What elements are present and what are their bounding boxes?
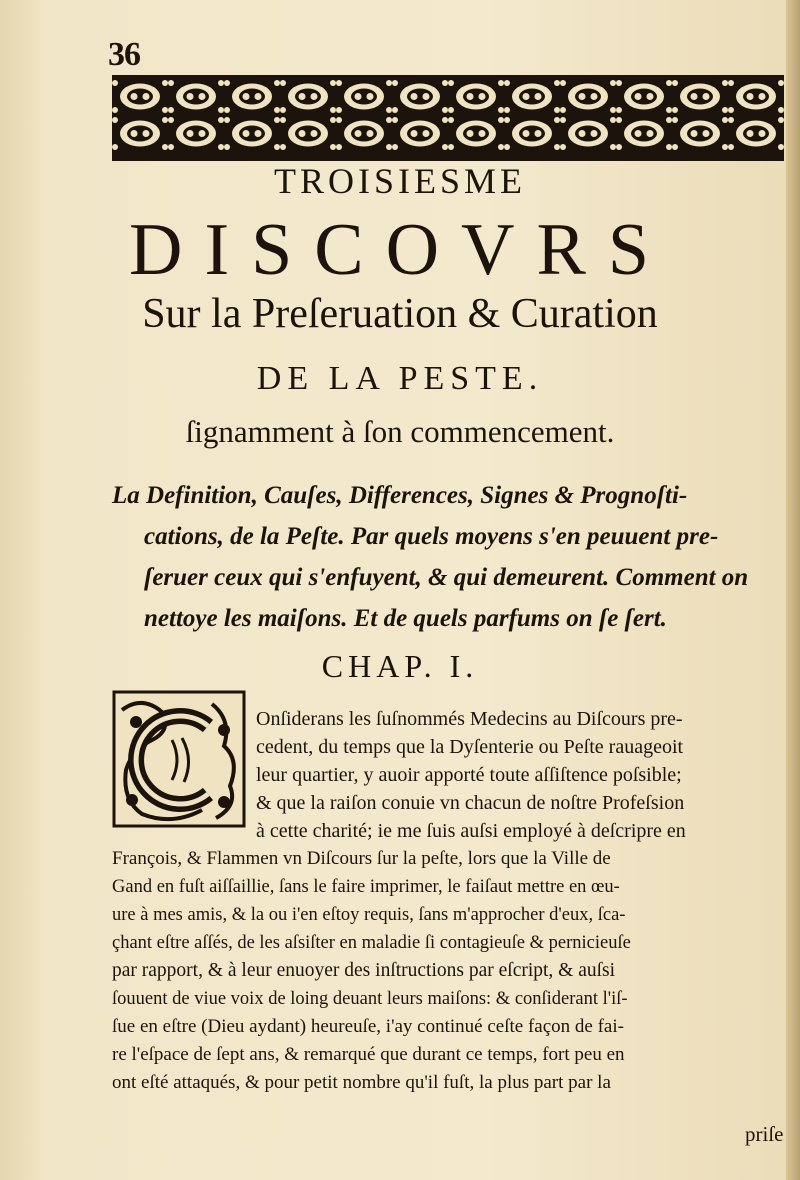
chapter-heading: CHAP. I. [321,648,479,684]
body-line: leur quartier, y auoir apporté toute aſſiſtence poſsible; [256,764,682,786]
body-line: çhant eſtre aſſés, de les aſsiſter en maladie ſi contagieuſe & pernicieuſe [112,933,631,953]
summary-line: La Definition, Cauſes, Differences, Signes & Prognoſti- [112,482,688,509]
heading-commencement: ſignamment à ſon commencement. [185,414,615,449]
catchword: priſe [745,1122,784,1146]
body-line: ure à mes amis, & la ou i'en eſtoy requis, ſans m'approcher d'eux, ſca- [112,905,626,925]
heading-peste: DE LA PESTE. [256,360,544,397]
body-line: François, & Flammen vn Diſcours ſur la peſte, lors que la Ville de [112,848,611,869]
ornamental-headpiece [112,75,784,161]
body-line: & que la raiſon conuie vn chacun de noſtre Profeſsion [256,792,685,814]
decorated-initial-c-icon [112,690,246,828]
chapter-summary [112,475,792,639]
body-line: Gand en fuſt aiſſaillie, ſans le faire imprimer, le faiſaut mettre en œu- [112,877,620,897]
heading-subject: Sur la Preſeruation & Curation [142,291,658,337]
body-line: ont eſté attaqués, & pour petit nombre qu'il fuſt, la plus part par la [112,1072,611,1093]
summary-line: cations, de la Peſte. Par quels moyens s'en peuuent pre- [144,523,719,550]
body-line: cedent, du temps que la Dyſenterie ou Peſte rauageoit [256,736,684,758]
body-line: ſouuent de viue voix de loing deuant leurs maiſons: & conſiderant l'iſ- [112,989,628,1009]
heading-discours: DISCOVRS [129,209,671,291]
heading-troisiesme: TROISIESME [273,161,526,201]
body-line: re l'eſpace de ſept ans, & remarqué que durant ce temps, fort peu en [112,1044,625,1065]
summary-line: ſeruer ceux qui s'enfuyent, & qui demeurent. Comment on [144,564,749,591]
body-line: ſue en eſtre (Dieu aydant) heureuſe, i'ay continué ceſte façon de fai- [112,1016,624,1037]
summary-line: nettoye les maiſons. Et de quels parfums on ſe ſert. [144,605,667,632]
body-line: par rapport, & à leur enuoyer des inſtructions par eſcript, & auſsi [112,960,616,981]
body-line: à cette charité; ie me ſuis auſsi employé à deſcripre en [256,820,686,842]
body-line: Onſiderans les ſuſnommés Medecins au Diſcours pre- [256,708,683,730]
page-number: 36 [108,36,140,73]
